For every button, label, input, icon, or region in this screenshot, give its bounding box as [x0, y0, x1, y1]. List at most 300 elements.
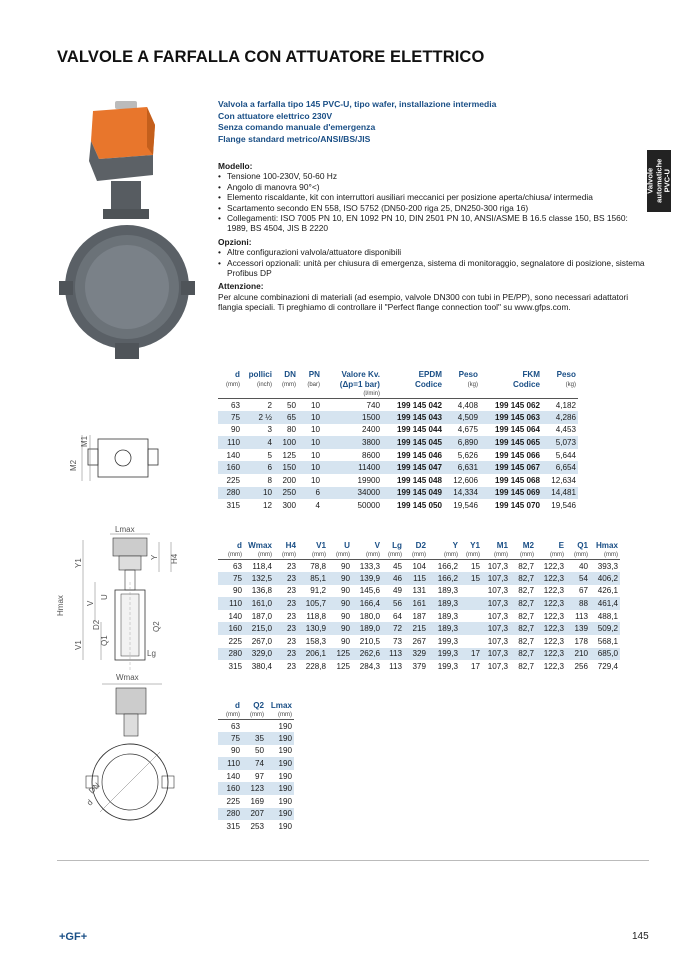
table-cell: 406,2 [590, 572, 620, 585]
table-cell: 2 [242, 399, 274, 412]
table-cell: 200 [282, 475, 296, 485]
header-line: Senza comando manuale d'emergenza [218, 122, 376, 133]
table-row [218, 610, 620, 623]
table-cell: 225 [226, 796, 240, 806]
table-cell: 78,8 [298, 560, 328, 573]
col-unit: (mm) [494, 552, 508, 558]
table-cell: 63 [218, 720, 242, 733]
col-header: d [235, 701, 240, 710]
table-cell: 110 [218, 597, 244, 610]
table-cell: 115 [404, 572, 428, 585]
table-row [218, 808, 294, 821]
table-cell: 10 [298, 399, 322, 412]
col-unit: (mm) [258, 552, 272, 558]
table-cell: 160 [218, 782, 242, 795]
table-cell: 140 [228, 611, 242, 621]
table-cell: 50 [274, 399, 298, 412]
table-cell: 5,644 [555, 450, 576, 460]
table-cell: 199 145 066 [494, 450, 540, 460]
table-cell: 187 [412, 611, 426, 621]
table-cell: 6 [298, 487, 322, 500]
table-cell: 158,3 [305, 636, 326, 646]
table-cell: 118,8 [306, 611, 326, 621]
table-cell: 11400 [322, 461, 382, 474]
table-cell: 100 [274, 436, 298, 449]
table-cell: 190 [278, 822, 292, 832]
table-cell: 199 145 070 [494, 501, 540, 511]
table-cell: 267,0 [251, 636, 272, 646]
table-cell: 315 [226, 822, 240, 832]
table-cell: 19,546 [453, 501, 478, 511]
table-cell: 90 [340, 586, 350, 596]
table-cell: 199 145 043 [382, 411, 444, 424]
table-cell [460, 597, 482, 610]
table-cell: 284,3 [359, 662, 380, 672]
table-cell: 189,0 [352, 622, 382, 635]
options-list [218, 247, 648, 278]
table-row [218, 436, 578, 449]
table-cell: 90 [328, 622, 352, 635]
table-cell: 189,3 [428, 597, 460, 610]
table-cell: 4,286 [542, 411, 578, 424]
label-lmax: Lmax [115, 525, 135, 534]
table-cell: 23 [274, 597, 298, 610]
table-cell: 74 [242, 757, 266, 770]
table-cell: 23 [274, 560, 298, 573]
table-cell: 107,3 [487, 586, 508, 596]
table-cell: 45 [382, 560, 404, 573]
label-dn: DN [87, 780, 102, 796]
table-cell: 139 [566, 622, 590, 635]
table-row [218, 660, 620, 673]
table-cell: 23 [286, 662, 296, 672]
table-cell: 2400 [361, 425, 380, 435]
table-cell: 228,8 [305, 662, 326, 672]
table-cell: 729,4 [597, 662, 618, 672]
table-cell: 132,5 [244, 572, 274, 585]
side-tab [647, 150, 671, 212]
table-cell: 122,3 [543, 662, 564, 672]
table-cell: 133,3 [352, 560, 382, 573]
table-cell: 88 [566, 597, 590, 610]
table-cell: 23 [274, 572, 298, 585]
col-unit: (mm) [366, 552, 380, 558]
table-cell: 379 [412, 662, 426, 672]
table-cell: 107,3 [482, 648, 510, 661]
table-cell: 107,3 [487, 611, 508, 621]
col-unit: (kg) [467, 382, 478, 388]
model-item: • Scartamento secondo EN 558, ISO 5752 (DN50-200 riga 25, DN250-300 riga 16) [218, 203, 648, 213]
table-row [218, 757, 294, 770]
table-cell: 67 [578, 586, 588, 596]
table-cell: 82,7 [518, 636, 534, 646]
valve-top-drawing [70, 425, 180, 495]
col-unit: (kg) [565, 382, 576, 388]
label-y1: Y1 [74, 558, 83, 568]
model-item: • Elemento riscaldante, kit con interruttori ausiliari meccanici per posizione aperta/chiusa/ intermedia [218, 192, 648, 202]
table-cell: 161 [404, 597, 428, 610]
table-cell: 125 [282, 450, 296, 460]
col-header: d [235, 370, 240, 379]
table-cell: 461,4 [590, 597, 620, 610]
table-cell: 17 [460, 648, 482, 661]
table-cell: 190 [278, 796, 292, 806]
col-header: Peso [556, 370, 576, 379]
col-unit: (mm) [226, 382, 240, 388]
table-cell: 2 ½ [242, 411, 274, 424]
table-row [218, 782, 294, 795]
table-cell: 250 [274, 487, 298, 500]
table-cell: 75 [218, 572, 244, 585]
col-unit: (mm) [282, 552, 296, 558]
col-unit: (mm) [520, 552, 534, 558]
description [218, 158, 648, 313]
gf-logo: +GF+ [59, 931, 88, 943]
col-header: (Δp=1 bar) [339, 380, 380, 389]
table-cell: 122,3 [543, 636, 564, 646]
table-cell: 139,9 [352, 572, 382, 585]
table-row [218, 635, 620, 648]
table-cell: 4,675 [457, 425, 478, 435]
table-cell: 5,073 [542, 436, 578, 449]
table-cell: 3800 [322, 436, 382, 449]
col-header: PN [308, 370, 320, 379]
col-unit: (mm) [278, 712, 292, 718]
label-m1: M1 [80, 435, 89, 447]
table-cell [460, 635, 482, 648]
col-header: Y1 [470, 541, 480, 550]
col-header: M1 [496, 541, 508, 550]
col-unit: (l/min) [363, 391, 380, 397]
table-cell: 329,0 [244, 648, 274, 661]
table-cell: 97 [254, 771, 264, 781]
label-v: V [86, 600, 95, 606]
table-cell: 4 [315, 501, 320, 511]
label-q2: Q2 [152, 621, 161, 632]
table-cell: 17 [470, 662, 480, 672]
label-v1: V1 [74, 640, 83, 650]
table-cell: 6 [242, 461, 274, 474]
table-cell: 199 145 046 [396, 450, 442, 460]
table-cell: 253 [250, 822, 264, 832]
table-cell: 63 [218, 560, 244, 573]
table-cell: 136,8 [251, 586, 272, 596]
table-row [218, 399, 578, 412]
table-cell: 14,481 [542, 487, 578, 500]
table-cell: 145,6 [359, 586, 380, 596]
label-lg: Lg [147, 649, 156, 658]
col-header: Valore Kv. [341, 370, 380, 379]
table-cell: 122,3 [536, 597, 566, 610]
label-y: Y [150, 554, 159, 560]
label-hmax: Hmax [56, 595, 65, 616]
table-cell: 23 [286, 611, 296, 621]
table-cell: 90 [230, 425, 240, 435]
table-cell: 5,626 [457, 450, 478, 460]
table-cell: 50000 [357, 501, 380, 511]
table-cell: 82,7 [518, 586, 534, 596]
table-cell: 256 [574, 662, 588, 672]
table-cell: 10 [310, 425, 320, 435]
table-cell: 166,4 [352, 597, 382, 610]
table-cell: 280 [218, 648, 244, 661]
table-row [218, 795, 294, 808]
table-cell: 131 [412, 586, 426, 596]
table-cell: 199 145 048 [396, 475, 442, 485]
table-row [218, 622, 620, 635]
table-cell: 107,3 [482, 622, 510, 635]
label-u: U [100, 594, 109, 600]
col-header: Q1 [577, 541, 588, 550]
table-cell: 280 [218, 808, 242, 821]
table-cell: 190 [278, 746, 292, 756]
table-cell: 72 [382, 622, 404, 635]
table-cell: 8600 [361, 450, 380, 460]
table-cell: 130,9 [298, 622, 328, 635]
table-cell: 82,7 [510, 572, 536, 585]
table-cell: 140 [226, 771, 240, 781]
col-unit: (mm) [250, 712, 264, 718]
col-header: U [344, 541, 350, 550]
col-unit: (mm) [226, 712, 240, 718]
table-cell: 488,1 [597, 611, 618, 621]
page-title: VALVOLE A FARFALLA CON ATTUATORE ELETTRICO [57, 48, 485, 66]
header-line: Con attuatore elettrico 230V [218, 110, 333, 121]
col-header: d [237, 541, 242, 550]
col-header: Q2 [253, 701, 264, 710]
table-cell: 199,3 [428, 648, 460, 661]
valve-side-drawing [55, 522, 185, 692]
table-cell: 1500 [322, 411, 382, 424]
table-cell: 380,4 [251, 662, 272, 672]
col-unit: (mm) [228, 552, 242, 558]
table-row [218, 745, 294, 758]
table-cell: 122,3 [536, 560, 566, 573]
col-unit: (mm) [574, 552, 588, 558]
table-row [218, 474, 578, 487]
table-cell: 64 [392, 611, 402, 621]
page-number: 145 [632, 931, 649, 942]
col-unit: (mm) [466, 552, 480, 558]
col-unit: (mm) [336, 552, 350, 558]
table-cell: 199 145 047 [382, 461, 444, 474]
table-cell: 10 [298, 436, 322, 449]
table-cell: 329 [404, 648, 428, 661]
table-row [218, 572, 620, 585]
table-cell: 300 [282, 501, 296, 511]
options-heading: Opzioni: [218, 236, 252, 247]
table-cell: 65 [274, 411, 298, 424]
table-cell: 199 145 069 [480, 487, 542, 500]
table-cell: 90 [232, 586, 242, 596]
table-cell: 199 145 062 [480, 399, 542, 412]
table-cell: 107,3 [482, 560, 510, 573]
table-cell: 34000 [322, 487, 382, 500]
table-cell: 73 [392, 636, 402, 646]
col-header: V [374, 541, 380, 550]
table-cell: 123 [242, 782, 266, 795]
table-cell: 49 [392, 586, 402, 596]
table-cell: 90 [328, 560, 352, 573]
table-cell: 122,3 [543, 611, 564, 621]
table-cell: 90 [328, 597, 352, 610]
table-cell: 4 [242, 436, 274, 449]
table-cell: 207 [242, 808, 266, 821]
table-cell: 82,7 [510, 622, 536, 635]
table-cell: 14,334 [444, 487, 480, 500]
table-cell: 10 [310, 450, 320, 460]
table-row [218, 770, 294, 783]
table-cell: 199 145 064 [494, 425, 540, 435]
table-row [218, 424, 578, 437]
table-cell: 10 [310, 475, 320, 485]
table-row [218, 732, 294, 745]
col-header: Lmax [270, 701, 292, 710]
table-cell: 56 [382, 597, 404, 610]
table-cell: 75 [218, 411, 242, 424]
table-cell: 122,3 [536, 622, 566, 635]
table-cell: 125 [328, 648, 352, 661]
table-cell: 3 [267, 425, 272, 435]
col-header: D2 [415, 541, 426, 550]
table-cell: 122,3 [536, 648, 566, 661]
table-cell: 509,2 [590, 622, 620, 635]
col-header: Hmax [595, 541, 618, 550]
table-cell [460, 622, 482, 635]
side-tab-line: automatiche [653, 158, 663, 204]
table-row [218, 597, 620, 610]
table-cell: 4,182 [542, 399, 578, 412]
table-cell: 12 [262, 501, 272, 511]
col-header: M2 [522, 541, 534, 550]
table-cell: 166,2 [428, 560, 460, 573]
table-row [218, 461, 578, 474]
table-cell: 187,0 [251, 611, 272, 621]
table-cell: 150 [274, 461, 298, 474]
col-header: FKM [522, 370, 540, 379]
table-cell: 210 [566, 648, 590, 661]
label-h4: H4 [170, 553, 179, 564]
table-cell: 110 [218, 436, 242, 449]
col-header: DN [284, 370, 296, 379]
table-cell: 107,3 [482, 572, 510, 585]
table-cell: 190 [266, 757, 294, 770]
table-cell: 199 145 065 [480, 436, 542, 449]
table-cell: 568,1 [597, 636, 618, 646]
table-cell: 107,3 [487, 636, 508, 646]
label-wmax: Wmax [116, 673, 139, 682]
table-cell: 315 [228, 662, 242, 672]
dimensions-table [218, 541, 620, 673]
col-unit: (mm) [444, 552, 458, 558]
col-unit: (mm) [412, 552, 426, 558]
table-cell: 23 [286, 586, 296, 596]
table-cell: 118,4 [244, 560, 274, 573]
table-cell: 82,7 [510, 560, 536, 573]
label-m2: M2 [69, 459, 78, 471]
table-cell: 190 [266, 808, 294, 821]
label-d: d [85, 797, 95, 808]
table-cell: 280 [218, 487, 242, 500]
table-cell: 46 [382, 572, 404, 585]
table-cell: 10 [242, 487, 274, 500]
table-row [218, 449, 578, 462]
table-cell: 6,890 [444, 436, 480, 449]
table-cell: 267 [412, 636, 426, 646]
table-cell: 199 145 042 [382, 399, 444, 412]
table-cell: 12,634 [551, 475, 576, 485]
table-cell: 262,6 [352, 648, 382, 661]
table-cell: 189,3 [437, 586, 458, 596]
table-cell: 426,1 [597, 586, 618, 596]
table-cell [460, 585, 482, 598]
side-tab-line: Valvole [645, 168, 655, 194]
table-cell: 82,7 [518, 611, 534, 621]
table-cell: 210,5 [359, 636, 380, 646]
table-cell: 6,654 [542, 461, 578, 474]
table-cell: 90 [328, 572, 352, 585]
table-cell: 63 [218, 399, 242, 412]
table-row [218, 585, 620, 598]
table-cell: 4,509 [444, 411, 480, 424]
table-cell: 178 [574, 636, 588, 646]
table-cell: 225 [228, 636, 242, 646]
table-row [218, 648, 620, 661]
table-cell: 190 [278, 771, 292, 781]
table-cell: 19,546 [551, 501, 576, 511]
table-cell: 6,631 [444, 461, 480, 474]
table-row [218, 820, 294, 833]
col-header: H4 [285, 541, 296, 550]
col-header: E [558, 541, 564, 550]
table-cell: 189,3 [437, 611, 458, 621]
table-cell: 740 [322, 399, 382, 412]
table-cell: 4,408 [444, 399, 480, 412]
table-cell: 90 [230, 746, 240, 756]
label-d2: D2 [92, 619, 101, 630]
col-unit: (mm) [312, 552, 326, 558]
header-line: Flange standard metrico/ANSI/BS/JIS [218, 133, 371, 144]
table-cell: 113 [575, 611, 588, 621]
table-cell: 82,7 [510, 648, 536, 661]
table-cell: 75 [218, 732, 242, 745]
table-cell: 161,0 [244, 597, 274, 610]
table-row [218, 560, 620, 573]
table-cell: 125 [336, 662, 350, 672]
col-unit: (mm) [550, 552, 564, 558]
table-cell: 169 [250, 796, 264, 806]
table-cell: 54 [566, 572, 590, 585]
table-cell: 199 145 067 [480, 461, 542, 474]
attention-text: Per alcune combinazioni di materiali (ad esempio, valvole DN300 con tubi in PE/PP), sono necessari adattatori flangia speciali. Ti preghiamo di controllare il "Perfect flange connection tool" su www.gfps.com. [218, 291, 629, 313]
col-header: pollici [248, 370, 272, 379]
col-header: Codice [415, 380, 442, 389]
table-cell: 180,0 [359, 611, 380, 621]
table-cell: 140 [226, 450, 240, 460]
table-cell: 160 [218, 622, 244, 635]
col-header: Peso [458, 370, 478, 379]
table-cell: 113 [389, 662, 402, 672]
lmax-table [218, 701, 294, 833]
table-cell: 90 [340, 636, 350, 646]
table-cell: 104 [404, 560, 428, 573]
table-cell: 5 [267, 450, 272, 460]
table-cell: 685,0 [590, 648, 620, 661]
table-cell: 160 [218, 461, 242, 474]
product-header [218, 99, 496, 145]
table-cell: 85,1 [298, 572, 328, 585]
table-cell: 35 [242, 732, 266, 745]
